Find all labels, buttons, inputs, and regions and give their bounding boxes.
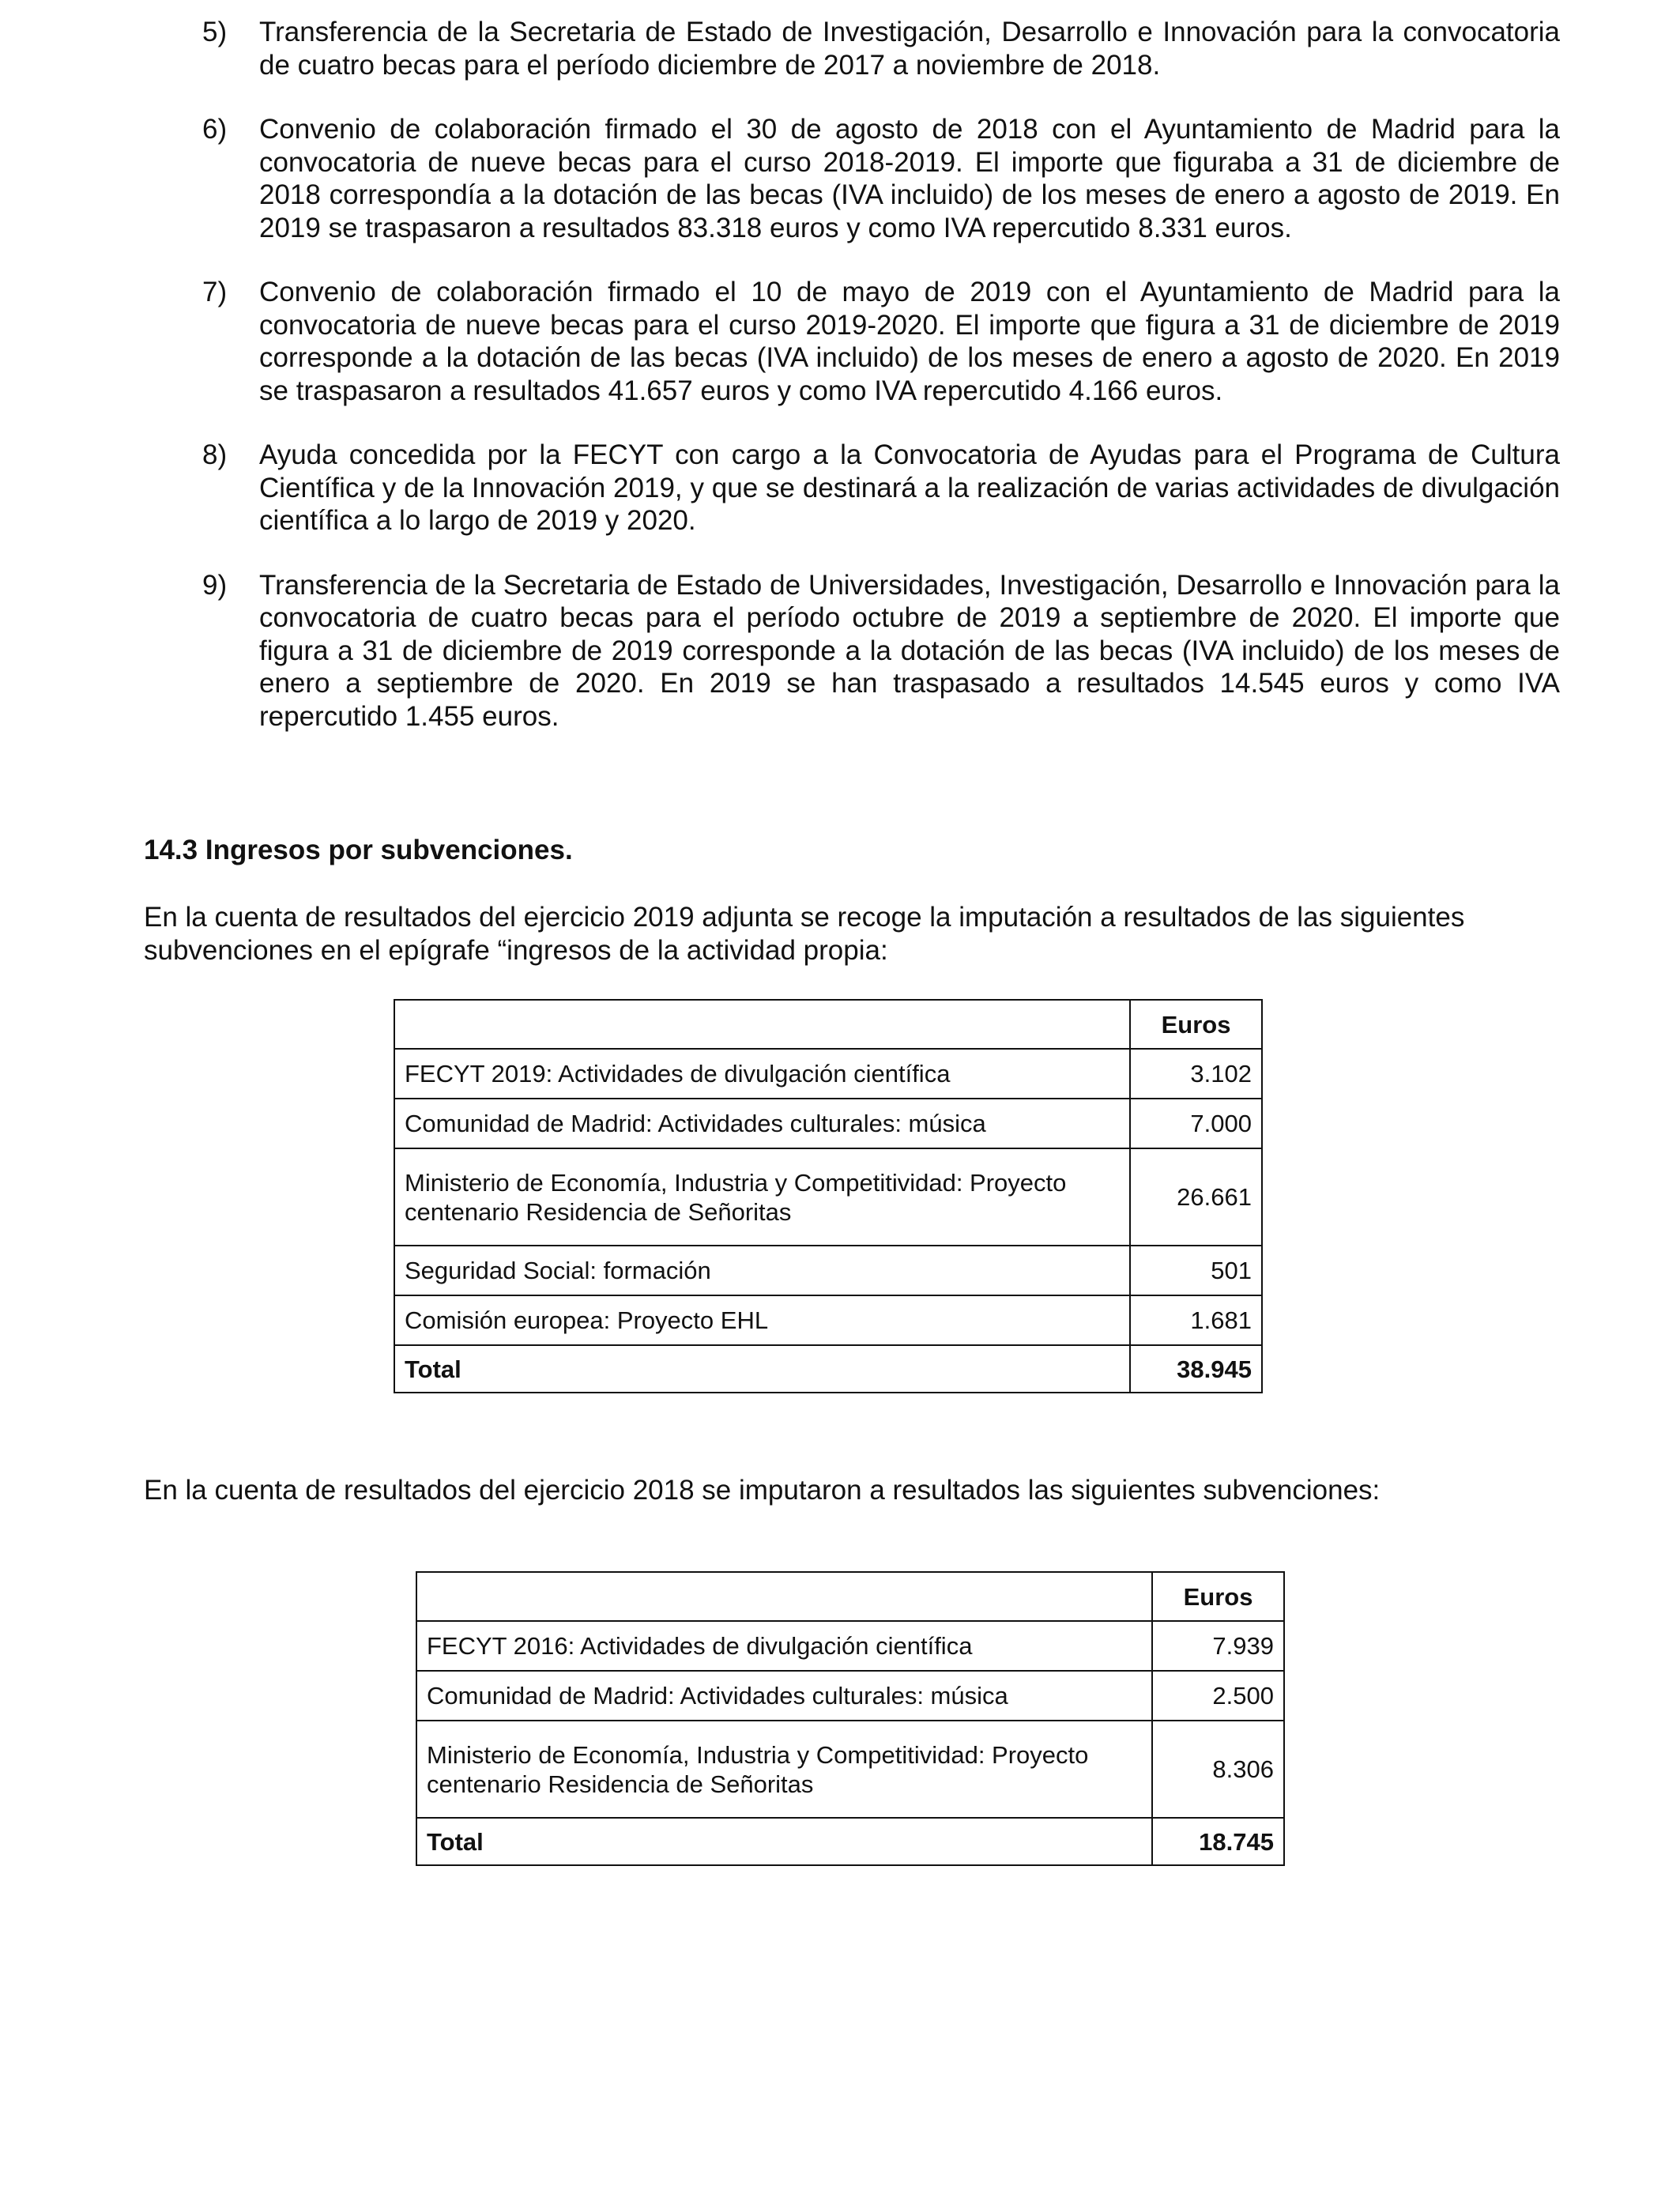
list-item-text: Ayuda concedida por la FECYT con cargo a la Convocatoria de Ayudas para el Programa de Cultura Científica y de la Innovación 2019, y que se destinará a la realización de varias actividades de divulgación científica a lo largo de 2019 y 2020. — [259, 439, 1560, 536]
list-item-number: 9) — [202, 569, 228, 601]
subsidies-table-2019 — [394, 999, 1263, 1393]
table-cell-concept: Comunidad de Madrid: Actividades culturales: música — [416, 1671, 1152, 1721]
list-item — [204, 276, 1560, 407]
table-cell-amount: 8.306 — [1152, 1721, 1284, 1818]
table-row — [394, 1049, 1262, 1099]
list-item-number: 6) — [202, 114, 228, 145]
table-total-label: Total — [416, 1818, 1152, 1865]
list-item-text: Convenio de colaboración firmado el 30 de agosto de 2018 con el Ayuntamiento de Madrid para la convocatoria de nueve becas para el curso 2018-2019. El importe que figuraba a 31 de diciembre de 2018 correspondía a la dotación de las becas (IVA incluido) de los meses de enero a agosto de 2019. En 2019 se traspasaron a resultados 83.318 euros y como IVA repercutido 8.331 euros. — [259, 114, 1560, 243]
table-cell-concept: Comisión europea: Proyecto EHL — [394, 1295, 1130, 1345]
table-cell-amount: 26.661 — [1130, 1148, 1262, 1246]
numbered-list — [204, 16, 1560, 764]
table-cell-concept: Seguridad Social: formación — [394, 1246, 1130, 1295]
table-row — [394, 1246, 1262, 1295]
table-row — [394, 1295, 1262, 1345]
table-total-amount: 38.945 — [1130, 1345, 1262, 1393]
table-header-row — [394, 1000, 1262, 1049]
table-cell-concept: Ministerio de Economía, Industria y Competitividad: Proyecto centenario Residencia de Señoritas — [416, 1721, 1152, 1818]
table-header-euros: Euros — [1130, 1000, 1262, 1049]
table-header-row — [416, 1572, 1284, 1621]
intro-paragraph-2018: En la cuenta de resultados del ejercicio 2018 se imputaron a resultados las siguientes subvenciones: — [144, 1475, 1381, 1506]
list-item — [204, 569, 1560, 733]
table-cell-concept: Ministerio de Economía, Industria y Competitividad: Proyecto centenario Residencia de Señoritas — [394, 1148, 1130, 1246]
list-item-text: Transferencia de la Secretaria de Estado de Investigación, Desarrollo e Innovación para la convocatoria de cuatro becas para el período diciembre de 2017 a noviembre de 2018. — [259, 17, 1560, 81]
table-cell-concept: Comunidad de Madrid: Actividades culturales: música — [394, 1099, 1130, 1148]
table-total-label: Total — [394, 1345, 1130, 1393]
table-total-row — [394, 1345, 1262, 1393]
table-cell-concept: FECYT 2016: Actividades de divulgación científica — [416, 1621, 1152, 1671]
table-cell-concept: FECYT 2019: Actividades de divulgación científica — [394, 1049, 1130, 1099]
table-total-row — [416, 1818, 1284, 1865]
table-row — [394, 1148, 1262, 1246]
table-header-blank — [394, 1000, 1130, 1049]
list-item-text: Transferencia de la Secretaria de Estado de Universidades, Investigación, Desarrollo e Innovación para la convocatoria de cuatro becas para el período octubre de 2019 a septiembre de 2020. El importe que figura a 31 de diciembre de 2019 corresponde a la dotación de las becas (IVA incluido) de los meses de enero a septiembre de 2020. En 2019 se han traspasado a resultados 14.545 euros y como IVA repercutido 1.455 euros. — [259, 569, 1560, 732]
table-header-blank — [416, 1572, 1152, 1621]
table-cell-amount: 3.102 — [1130, 1049, 1262, 1099]
list-item-number: 5) — [202, 17, 228, 47]
list-item-number: 7) — [202, 277, 228, 307]
table-row — [416, 1721, 1284, 1818]
table-row — [394, 1099, 1262, 1148]
table-cell-amount: 1.681 — [1130, 1295, 1262, 1345]
intro-paragraph-2019: En la cuenta de resultados del ejercicio 2019 adjunta se recoge la imputación a resultados de las siguientes subvenciones en el epígrafe “ingresos de la actividad propia: — [144, 902, 1465, 966]
table-row — [416, 1671, 1284, 1721]
list-item — [204, 16, 1560, 81]
list-item-text: Convenio de colaboración firmado el 10 de mayo de 2019 con el Ayuntamiento de Madrid para la convocatoria de nueve becas para el curso 2019-2020. El importe que figura a 31 de diciembre de 2019 corresponde a la dotación de las becas (IVA incluido) de los meses de enero a agosto de 2020. En 2019 se traspasaron a resultados 41.657 euros y como IVA repercutido 4.166 euros. — [259, 277, 1560, 406]
table-cell-amount: 7.000 — [1130, 1099, 1262, 1148]
table-row — [416, 1621, 1284, 1671]
list-item — [204, 439, 1560, 537]
list-item-number: 8) — [202, 439, 228, 470]
table-cell-amount: 7.939 — [1152, 1621, 1284, 1671]
table-total-amount: 18.745 — [1152, 1818, 1284, 1865]
table-cell-amount: 2.500 — [1152, 1671, 1284, 1721]
section-heading: 14.3 Ingresos por subvenciones. — [144, 835, 573, 865]
subsidies-table-2018 — [416, 1571, 1285, 1866]
table-header-euros: Euros — [1152, 1572, 1284, 1621]
table-cell-amount: 501 — [1130, 1246, 1262, 1295]
list-item — [204, 113, 1560, 244]
